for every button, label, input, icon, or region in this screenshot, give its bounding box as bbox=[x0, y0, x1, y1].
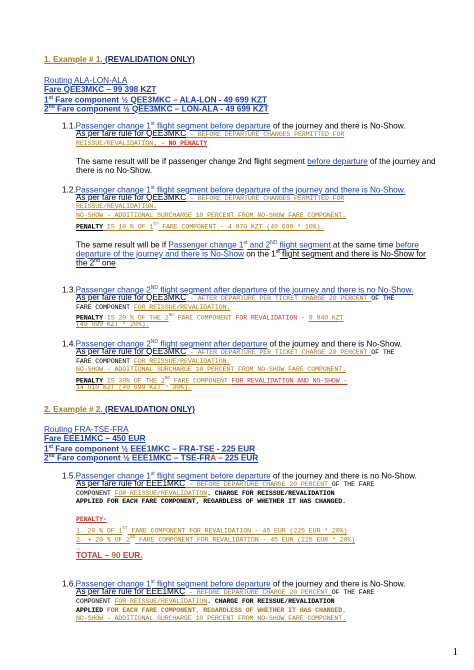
routing-line: Routing ALA-LON-ALA bbox=[44, 76, 128, 85]
penalty-label: PENALTY- bbox=[76, 516, 107, 523]
penalty-separator: _ bbox=[76, 543, 80, 550]
penalty-item-1: 1. 20 % OF 1ST FARE COMPONENT FOR REVALIDATION - 45 EUR (225 EUR * 20%) bbox=[76, 526, 348, 535]
para-1-1-line-4: The same result will be if passenger change 2nd flight segment before departure of the journey and bbox=[76, 157, 436, 166]
para-1-4-line-2: As per fare rule for QEE3MKC - AFTER DEPARTURE PER TICKET CHARGE 20 PERCENT OF THE bbox=[76, 347, 395, 356]
para-1-3-line-3: FARE COMPONENT FOR REISSUE/REVALIDATION. bbox=[76, 304, 231, 311]
para-1-1-line-5: there is no No-Show. bbox=[76, 166, 153, 175]
fare-component-1-ex2: 1st Fare component ½ EEE1MKC – FRA-TSE - 225 EUR bbox=[44, 444, 256, 454]
para-1-6-line-5: NO-SHOW - ADDITIONAL SURCHARGE 10 PERCENT FROM NO-SHOW FARE COMPONENT. bbox=[76, 615, 346, 622]
routing-line-2: Routing FRA-TSE-FRA bbox=[44, 425, 129, 434]
para-1-2-line-2: As per fare rule for QEE3MKC - BEFORE DEPARTURE CHANGES PERMITTED FOR bbox=[76, 193, 345, 202]
para-1-1-line-2: As per fare rule for QEE3MKC - BEFORE DEPARTURE CHANGES PERMITTED FOR bbox=[76, 129, 345, 138]
section-1-heading: 1. Example # 1. (REVALIDATION ONLY) bbox=[44, 55, 195, 64]
para-1-4-line-6: 14 910 KZT (49 699 KZT * 30%). bbox=[76, 384, 192, 391]
para-1-1-line-1: 1.1.Passenger change 1st flight segment before departure of the journey and there is No-Show. bbox=[62, 121, 406, 131]
para-1-2-line-5: PENALTY IS 10 % OF 1ST FARE COMPONENT - 4 970 KZT (49 699 * 10%). bbox=[76, 222, 325, 231]
penalty-item-2: 2. + 20 % OF 2ND FARE COMPONENT FOR REVALIDATION - 45 EUR (225 EUR * 20%) bbox=[76, 535, 356, 544]
fare-line-2: Fare EEE1MKC – 450 EUR bbox=[44, 434, 146, 443]
para-1-6-line-2: As per fare rule for EEE1MKC - BEFORE DEPARTURE CHARGE 20 PERCENT OF THE FARE bbox=[76, 587, 375, 596]
fare-component-2-ex2: 2nd Fare component ½ EEE1MKC – TSE-FRA – 225 EUR bbox=[44, 453, 259, 463]
para-1-6-line-1: 1.6.Passenger change 1st flight segment before departure of the journey and there is No-Show. bbox=[62, 579, 406, 589]
para-1-3-line-5: (49 699 KZT * 20%). bbox=[76, 321, 150, 328]
page-number: 1 bbox=[452, 646, 458, 658]
para-1-3-line-2: As per fare rule for QEE3MKC - AFTER DEPARTURE PER TICKET CHARGE 20 PERCENT OF THE bbox=[76, 293, 395, 302]
para-1-5-line-4: APPLIED FOR EACH FARE COMPONENT, REGARDLESS OF WHETHER IT HAS CHANGED. bbox=[76, 498, 346, 505]
para-1-1-line-3: REISSUE/REVALIDATION. - NO PENALTY bbox=[76, 140, 208, 147]
para-1-2-line-8: the 2nd one bbox=[76, 258, 116, 268]
para-1-4-line-1: 1.4.Passenger change 2ND flight segment after departure of the journey and there is No-Show. bbox=[62, 339, 402, 349]
para-1-6-line-4: APPLIED FOR EACH FARE COMPONENT, REGARDLESS OF WHETHER IT HAS CHANGED. bbox=[76, 607, 346, 614]
para-1-2-line-4: NO-SHOW - ADDITIONAL SURCHARGE 10 PERCENT FROM NO-SHOW FARE COMPONENT. bbox=[76, 212, 346, 219]
fare-component-2: 2nd Fare component ½ QEE3MKC – LON-ALA - 49 699 KZT bbox=[44, 104, 269, 114]
fare-line: Fare QEE3MKC – 99 398 KZT bbox=[44, 85, 157, 94]
para-1-4-line-3: FARE COMPONENT FOR REISSUE/REVALIDATION. bbox=[76, 358, 231, 365]
section-2-heading: 2. Example # 2. (REVALIDATION ONLY) bbox=[44, 405, 195, 414]
para-1-5-line-2: As per fare rule for EEE1MKC - BEFORE DEPARTURE CHARGE 20 PERCENT OF THE FARE bbox=[76, 479, 375, 488]
penalty-total: TOTAL – 90 EUR. bbox=[76, 551, 143, 560]
para-1-5-line-1: 1.5.Passenger change 1st flight segment before departure of the journey and there is no No-Show. bbox=[62, 471, 417, 481]
para-1-2-line-3: REISSUE/REVALIDATION. bbox=[76, 203, 157, 210]
para-1-5-line-3: COMPONENT FOR REISSUE/REVALIDATION. CHARGE FOR REISSUE/REVALIDATION bbox=[76, 490, 335, 497]
para-1-6-line-3: COMPONENT FOR REISSUE/REVALIDATION. CHARGE FOR REISSUE/REVALIDATION bbox=[76, 598, 335, 605]
para-1-2-line-6: The same result will be if Passenger change 1st and 2ND flight segment at the same time before bbox=[76, 240, 419, 250]
fare-component-1: 1st Fare component ½ QEE3MKC – ALA-LON - 49 699 KZT bbox=[44, 95, 267, 105]
para-1-2-line-7: departure of the journey and there is No-Show on the 1st flight segment and there is No-Show for bbox=[76, 249, 426, 259]
para-1-2-line-1: 1.2.Passenger change 1st flight segment before departure of the journey and there is No-Show. bbox=[62, 185, 406, 195]
para-1-4-line-5: PENALTY IS 30% OF THE 2ND FARE COMPONENT FOR REVALIDATION AND NO-SHOW - bbox=[76, 376, 348, 385]
para-1-3-line-4: PENALTY IS 20 % OF THE 2ND FARE COMPONENT FOR REVALIDATION - 9 940 KZT bbox=[76, 313, 344, 322]
para-1-3-line-1: 1.3.Passenger change 2ND flight segment after departure of the journey and there is no No-Show. bbox=[62, 285, 414, 295]
para-1-4-line-4: NO-SHOW - ADDITIONAL SURCHARGE 10 PERCENT FROM NO-SHOW FARE COMPONENT. bbox=[76, 366, 346, 373]
